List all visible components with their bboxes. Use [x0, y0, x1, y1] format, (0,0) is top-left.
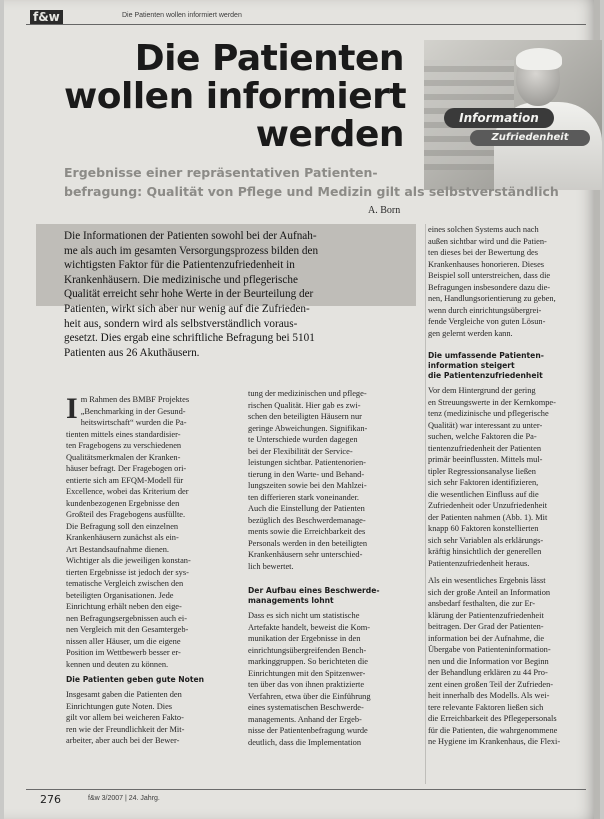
subtitle-line: befragung: Qualität von Pflege und Medizin gilt als selbstverständlich	[64, 184, 559, 199]
body-line: Krankenhäusern zunächst als ein-	[66, 533, 179, 542]
body-line: ren wie der Freundlichkeit der Mit-	[66, 724, 185, 734]
body-line: kräftig hinsichtlich der generellen	[428, 547, 542, 556]
body-line: tipler Regressionsanalyse ließen	[428, 466, 536, 476]
column-divider	[425, 224, 426, 784]
body-line: ten differieren stark voneinander.	[248, 492, 360, 502]
body-line: „Benchmarking in der Gesund-	[80, 406, 186, 416]
body-line: wenn durch einrichtungsübergrei-	[428, 305, 542, 315]
body-line: Vor dem Hintergrund der gering	[428, 386, 536, 395]
body-line: ten Fragebogens zu verschiedenen	[66, 441, 182, 450]
body-line: schen den beteiligten Häusern nur	[248, 412, 362, 421]
body-line: Auch die Einstellung der Patienten	[248, 504, 365, 513]
body-line: gen gelernt werden kann.	[428, 328, 513, 338]
body-line: Dass es sich nicht um statistische	[248, 611, 360, 620]
column-2	[248, 388, 414, 748]
body-line: klärung der Patientenzufriedenheit	[428, 610, 544, 620]
intro-line: me als auch im gesamten Versorgungsprozess bilden den	[64, 244, 319, 257]
column-3	[428, 224, 596, 748]
body-line: Verfahren, etwa über die Einführung	[248, 691, 371, 701]
body-line: Großteil des Fragebogens ausfüllte.	[66, 510, 186, 519]
intro-text	[64, 229, 414, 360]
body-line: Artefakte handelt, beweist die Kom-	[248, 622, 371, 632]
body-line: ansbedarf festhalten, die zur Er-	[428, 599, 536, 608]
body-line: rischen Qualität. Hier gab es zwi-	[248, 400, 361, 410]
body-line: primär beeinflussten. Mittels mul-	[428, 455, 543, 464]
title-line: Die Patienten	[134, 38, 404, 79]
title-line: werden	[255, 114, 404, 155]
body-line: einrichtungsübergreifenden Bench-	[248, 645, 367, 655]
body-line: deutlich, dass die Implementation	[248, 737, 362, 747]
body-line: außen sichtbar wird und die Patien-	[428, 236, 547, 246]
body-line: Wichtiger als die jeweiligen konstan-	[66, 556, 191, 565]
body-line: ten dieses bei der Bewertung des	[428, 248, 539, 257]
body-line: bezüglich des Beschwerdemanage-	[248, 515, 366, 525]
page-footer	[26, 789, 586, 806]
body-line: bei der Flexibilität der Service-	[248, 446, 353, 456]
section-heading	[248, 586, 414, 606]
body-line: tierung in den Warte- und Behand-	[248, 469, 365, 479]
body-line: markinggruppen. So berichteten die	[248, 657, 369, 666]
body-line: entierte sich am EFQM-Modell für	[66, 475, 184, 485]
body-line: m Rahmen des BMBF Projektes	[80, 395, 190, 404]
magazine-page	[4, 0, 600, 819]
body-line: nen und die Information vor Beginn	[428, 656, 549, 666]
body-line: Excellence, wobei das Kriterium der	[66, 487, 189, 496]
section-heading: Die Patienten geben gute Noten	[66, 675, 205, 684]
body-line: Qualitätsmerkmalen der Kranken-	[66, 452, 181, 462]
body-line: ten über das von ihnen praktizierte	[248, 680, 365, 689]
body-line: information bei der Aufnahme, die	[428, 633, 545, 643]
body-line: fende Vergleiche von guten Lösun-	[428, 317, 546, 326]
body-line: beitragen. Der Grad der Patienten-	[428, 622, 544, 631]
body-line: beteiligten Organisationen. Jede	[66, 590, 174, 600]
article-subtitle	[64, 163, 594, 201]
body-line: die Erreichbarkeit des Pflegepersonals	[428, 714, 557, 723]
body-line: eines systematischen Beschwerde-	[248, 703, 364, 712]
body-line: Insgesamt gaben die Patienten den	[66, 690, 182, 699]
journal-issue: f&w 3/2007 | 24. Jahrg.	[88, 795, 160, 802]
body-line: nisse der Patientenbefragung wurde	[248, 726, 368, 735]
section-heading-line: Die umfassende Patienten-	[428, 351, 544, 360]
body-line: Krankenhauses honorieren. Dieses	[428, 259, 545, 269]
body-line: der Behandlung erklären zu 44 Pro-	[428, 668, 548, 677]
page-number: 276	[40, 793, 61, 806]
body-line: suchen, welche Faktoren die Pa-	[428, 432, 537, 441]
section-heading-line: information steigert	[428, 361, 515, 370]
body-line: Position im Wettbewerb besser er-	[66, 648, 181, 657]
body-line: managements. Anhand der Ergeb-	[248, 714, 362, 724]
body-line: der Patienten nahmen (Abb. 1). Mit	[428, 512, 548, 522]
body-line: Patientenzufriedenheit heraus.	[428, 558, 530, 568]
body-line: tere relevante Faktoren ließen sich	[428, 702, 544, 712]
body-line: lungszeiten sowie bei den Mahlzei-	[248, 481, 367, 490]
body-line: tienten mittels eines standardisier-	[66, 429, 181, 439]
body-line: arbeiter, aber auch bei der Bewer-	[66, 736, 180, 745]
body-line: en Streuungswerte in der Kernkompe-	[428, 397, 556, 407]
information-tag: Information	[444, 108, 554, 128]
drop-cap: I	[66, 392, 78, 425]
intro-line: gesetzt. Dies ergab eine schriftliche Befragung bei 5101	[64, 332, 315, 345]
body-line: tematische Vergleich zwischen den	[66, 579, 184, 588]
body-line: Die Befragung soll den einzelnen	[66, 521, 179, 531]
header-bar	[26, 10, 586, 25]
body-line: lich bewertet.	[248, 561, 294, 571]
body-line: munikation der Ergebnisse in den	[248, 634, 361, 643]
title-line: wollen informiert	[64, 76, 407, 117]
subtitle-line: Ergebnisse einer repräsentativen Patienten-	[64, 165, 378, 180]
article-title	[64, 38, 407, 155]
intro-line: Patienten, wirkt sich aber nur wenig auf die Zufrieden-	[64, 302, 310, 315]
author-byline: A. Born	[368, 205, 401, 216]
body-line: Einrichtungen gute Noten. Dies	[66, 701, 173, 711]
zufriedenheit-tag: Zufriedenheit	[470, 130, 590, 146]
body-line: sich sehr Faktoren identifizieren,	[428, 478, 539, 487]
body-line: Befragungen insbesondere dazu die-	[428, 282, 551, 292]
body-line: häuser befragt. Der Fragebogen ori-	[66, 464, 187, 473]
body-line: Einrichtung erhält neben den eige-	[66, 602, 182, 611]
body-line: te Unterschiede wurden dagegen	[248, 435, 358, 444]
intro-line: wichtigsten Faktor für die Patientenzufriedenheit in	[64, 259, 295, 272]
body-line: eines solchen Systems auch nach	[428, 225, 539, 234]
body-line: ments sowie die Erreichbarkeit des	[248, 527, 366, 536]
body-line: tenz (medizinische und pflegerische	[428, 409, 549, 418]
body-line: gilt vor allem bei weicheren Fakto-	[66, 713, 184, 722]
body-line: Personals werden in den beteiligten	[248, 538, 368, 548]
body-line: für die Patienten, die wahrgenommene	[428, 725, 558, 735]
intro-line: Die Informationen der Patienten sowohl bei der Aufnah-	[64, 230, 317, 242]
body-line: Krankenhäusern sehr unterschied-	[248, 550, 363, 559]
body-line: kennen und deuten zu können.	[66, 659, 169, 669]
body-line: die wesentlichen Einfluss auf die	[428, 489, 539, 499]
body-line: Beispiel soll unterstreichen, dass die	[428, 271, 551, 280]
body-line: ne Hygiene im Krankenhaus, die Flexi-	[428, 737, 561, 746]
section-heading-line: managements lohnt	[248, 596, 334, 605]
intro-line: Krankenhäusern. Die medizinische und pflegerische	[64, 273, 298, 286]
body-line: knapp 60 Faktoren konstellierten	[428, 524, 539, 533]
body-line: sich der große Anteil an Information	[428, 587, 551, 597]
body-line: tientenzufriedenheit der Patienten	[428, 443, 542, 453]
body-line: Zufriedenheit oder Unzufriedenheit	[428, 501, 548, 510]
intro-line: Qualität erreicht sehr hohe Werte in der Beurteilung der	[64, 288, 314, 301]
body-line: heit innerhalb des Modells. Als wei-	[428, 691, 550, 700]
photo-figure-hair	[516, 48, 562, 70]
body-line: nissen aller Häuser, um die eigene	[66, 636, 181, 646]
body-line: nen Befragungsergebnissen auch ei-	[66, 613, 188, 623]
section-heading-line: die Patientenzufriedenheit	[428, 371, 543, 380]
body-line: leistungen sichtbar. Patientenorien-	[248, 458, 366, 467]
body-line: Einrichtungen mit den Spitzenwer-	[248, 668, 366, 678]
body-line: Art Bestandsaufnahme dienen.	[66, 544, 170, 554]
body-line: geringe Abweichungen. Signifikan-	[248, 423, 368, 433]
body-line: zent einen großen Teil der Zufrieden-	[428, 679, 554, 689]
body-line: tierten Ergebnisse ist jedoch der sys-	[66, 567, 189, 577]
running-head: Die Patienten wollen informiert werden	[122, 12, 242, 19]
body-line: sich sehr Variablen als erklärungs-	[428, 535, 544, 545]
body-line: Qualität) war interessant zu unter-	[428, 420, 543, 430]
body-line: nen, Handlungsorientierung zu geben,	[428, 294, 556, 303]
body-line: Als ein wesentliches Ergebnis lässt	[428, 576, 546, 585]
body-line: heitswirtschaft“ wurden die Pa-	[80, 418, 187, 427]
body-line: Übergabe von Patienteninformation-	[428, 645, 551, 654]
journal-logo: f&w	[30, 10, 63, 24]
column-1	[66, 394, 232, 747]
intro-line: heit aus, sondern wird als selbstverständlich voraus-	[64, 317, 298, 330]
section-heading	[428, 351, 596, 381]
section-heading-line: Der Aufbau eines Beschwerde-	[248, 586, 380, 595]
intro-line: Patienten aus 26 Akuthäusern.	[64, 346, 200, 359]
body-line: nen Vergleich mit den Gesamtergeb-	[66, 625, 189, 634]
body-line: tung der medizinischen und pflege-	[248, 389, 367, 398]
body-line: kundenbezogenen Ergebnisse den	[66, 498, 180, 508]
